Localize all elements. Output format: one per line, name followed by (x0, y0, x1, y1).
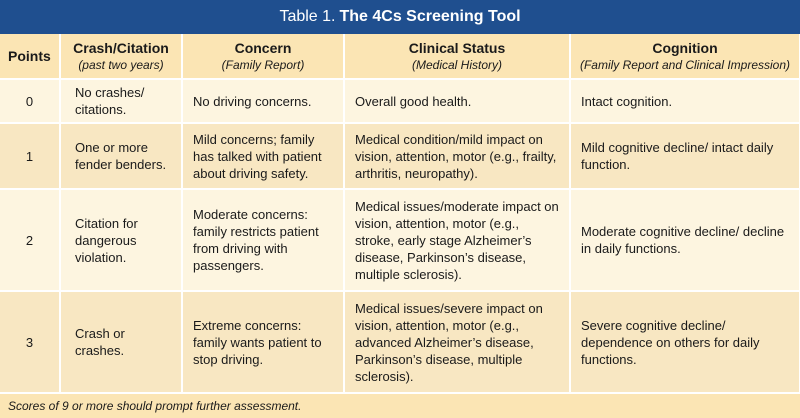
header-crash-citation: Crash/Citation (past two years) (60, 34, 182, 79)
cell-concern: Moderate concerns: family restricts patient from driving with passengers. (182, 189, 344, 291)
table-title (0, 0, 800, 34)
cell-cognition: Intact cognition. (570, 79, 800, 123)
table-row (0, 79, 800, 123)
table-title-prefix: Table 1. (279, 8, 336, 25)
cell-concern: No driving concerns. (182, 79, 344, 123)
cell-crash-citation: No crashes/ citations. (60, 79, 182, 123)
cell-points: 3 (0, 291, 60, 393)
cell-points: 2 (0, 189, 60, 291)
header-clinical-status: Clinical Status (Medical History) (344, 34, 570, 79)
header-cognition: Cognition (Family Report and Clinical Impression) (570, 34, 800, 79)
cell-cognition: Severe cognitive decline/ dependence on others for daily functions. (570, 291, 800, 393)
cell-clinical-status: Medical condition/mild impact on vision, attention, motor (e.g., frailty, arthritis, neuropathy). (344, 123, 570, 189)
cell-clinical-status: Medical issues/severe impact on vision, attention, motor (e.g., advanced Alzheimer’s disease, Parkinson’s disease, multiple sclerosis). (344, 291, 570, 393)
header-row (0, 34, 800, 79)
table-row (0, 291, 800, 393)
cell-crash-citation: Crash or crashes. (60, 291, 182, 393)
header-concern: Concern (Family Report) (182, 34, 344, 79)
header-cognition-sub: (Family Report and Clinical Impression) (579, 58, 791, 72)
table-row (0, 189, 800, 291)
table-footnote: Scores of 9 or more should prompt further assessment. (0, 394, 800, 418)
cell-clinical-status: Overall good health. (344, 79, 570, 123)
header-points: Points (0, 34, 60, 79)
cell-clinical-status: Medical issues/moderate impact on vision, attention, motor (e.g., stroke, early stage Alzheimer’s disease, Parkinson’s disease, multiple sclerosis). (344, 189, 570, 291)
cell-cognition: Moderate cognitive decline/ decline in daily functions. (570, 189, 800, 291)
cell-points: 0 (0, 79, 60, 123)
cell-cognition: Mild cognitive decline/ intact daily function. (570, 123, 800, 189)
cell-concern: Mild concerns; family has talked with patient about driving safety. (182, 123, 344, 189)
header-clinical-status-sub: (Medical History) (411, 58, 502, 72)
screening-table (0, 34, 800, 394)
cell-concern: Extreme concerns: family wants patient to stop driving. (182, 291, 344, 393)
header-crash-citation-sub: (past two years) (78, 58, 164, 72)
cell-points: 1 (0, 123, 60, 189)
table-title-main: The 4Cs Screening Tool (339, 8, 521, 25)
header-concern-sub: (Family Report) (221, 58, 305, 72)
cell-crash-citation: Citation for dangerous violation. (60, 189, 182, 291)
cell-crash-citation: One or more fender benders. (60, 123, 182, 189)
table-row (0, 123, 800, 189)
